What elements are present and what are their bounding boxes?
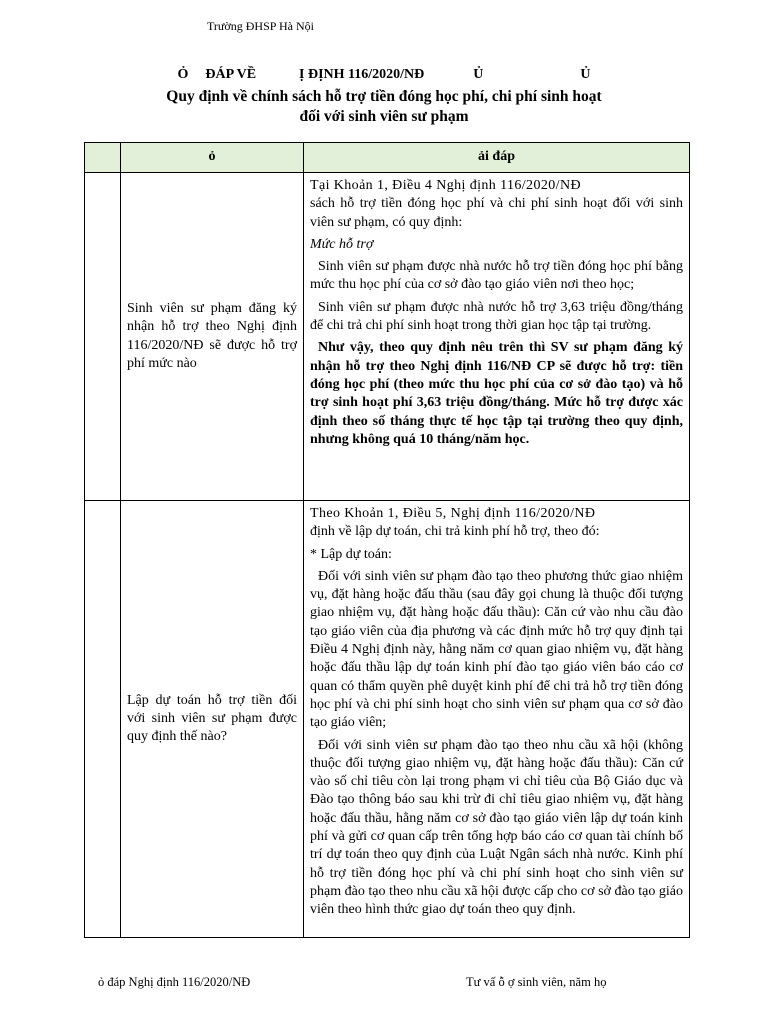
answer-conclusion: Như vậy, theo quy định nêu trên thì SV sư phạm đăng ký nhận hỗ trợ theo Nghị định 116/NĐ CP sẽ được hỗ trợ: tiền đóng học phí (theo mức thu học phí của cơ sở đào tạo) và hỗ trợ sinh hoạt phí 3,63 triệu đồng/tháng. Mức hỗ trợ được xác định theo số tháng thực tế học tập tại trường theo quy định, nhưng không quá 10 tháng/năm học. <box>310 340 683 447</box>
answer-cell <box>304 173 690 501</box>
title-fragment: Ỏ <box>177 67 189 82</box>
answer-cell <box>304 501 690 938</box>
answer-paragraph: Tại Khoản 1, Điều 4 Nghị định 116/2020/NĐ <box>310 178 581 193</box>
answer-paragraph: * Lập dự toán: <box>310 546 392 562</box>
document-title-line1 <box>0 67 768 83</box>
title-fragment: Ị ĐỊNH 116/2020/NĐ <box>299 67 425 82</box>
school-name: Trường ĐHSP Hà Nội <box>207 19 314 33</box>
question-text: Sinh viên sư phạm đăng ký nhận hỗ trợ theo Nghị định 116/2020/NĐ sẽ được hỗ trợ phí mức nào <box>127 300 297 371</box>
footer-right: Tư vấ ỗ ợ sinh viên, năm họ <box>466 975 607 989</box>
answer-paragraph: định về lập dự toán, chi trả kinh phí hỗ trợ, theo đó: <box>310 524 600 540</box>
row-number <box>85 501 121 938</box>
table-row <box>85 173 690 501</box>
subtitle-line2: đối với sinh viên sư phạm <box>299 108 469 125</box>
subtitle-line1: Quy định về chính sách hỗ trợ tiền đóng học phí, chi phí sinh hoạt <box>166 88 602 105</box>
row-number <box>85 173 121 501</box>
title-fragment: Ủ <box>473 67 484 82</box>
answer-paragraph: Sinh viên sư phạm được nhà nước hỗ trợ tiền đóng học phí bằng mức thu học phí của cơ sở đào tạo giáo viên nơi theo học; <box>310 259 683 293</box>
answer-paragraph: Mức hỗ trợ <box>310 236 374 252</box>
col-header-question: ỏ <box>121 143 304 173</box>
qa-table <box>84 142 690 938</box>
footer-left: ỏ đáp Nghị định 116/2020/NĐ <box>98 975 251 989</box>
document-subtitle <box>0 87 768 127</box>
table-row <box>85 501 690 938</box>
question-cell <box>121 501 304 938</box>
question-cell <box>121 173 304 501</box>
answer-paragraph: sách hỗ trợ tiền đóng học phí và chi phí sinh hoạt đối với sinh viên sư phạm, có quy định: <box>310 196 683 230</box>
col-header-answer: ải đáp <box>304 143 690 173</box>
col-header-number <box>85 143 121 173</box>
title-fragment: Ủ <box>580 67 591 82</box>
answer-paragraph: Sinh viên sư phạm được nhà nước hỗ trợ 3,63 triệu đồng/tháng để chi trả chi phí sinh hoạt trong thời gian học tập tại trường. <box>310 299 683 334</box>
title-fragment: ĐÁP VỀ <box>205 67 257 82</box>
answer-paragraph: Đối với sinh viên sư phạm đào tạo theo nhu cầu xã hội (không thuộc đối tượng giao nhiệm vụ, đặt hàng hoặc đấu thầu): Căn cứ vào số chỉ tiêu còn lại trong phạm vi chỉ tiêu của Bộ Giáo dục và Đào tạo thông báo sau khi trừ đi chỉ tiêu giao nhiệm vụ, đặt hàng hoặc đấu thầu, hằng năm cơ sở đào tạo giáo viên lập dự toán kinh phí và gửi cơ quan cấp trên tổng hợp báo cáo cơ quan tài chính bố trí dự toán theo quy định của Luật Ngân sách nhà nước. Kinh phí hỗ trợ tiền đóng học phí và chi phí sinh hoạt cho sinh viên sư phạm đào tạo theo nhu cầu xã hội được cấp cho cơ sở đào tạo giáo viên theo hình thức giao dự toán theo quy định. <box>310 737 683 918</box>
answer-paragraph: Theo Khoản 1, Điều 5, Nghị định 116/2020/NĐ <box>310 506 596 521</box>
answer-paragraph: Đối với sinh viên sư phạm đào tạo theo phương thức giao nhiệm vụ, đặt hàng hoặc đấu thầu (sau đây gọi chung là thuộc đối tượng giao nhiệm vụ, đặt hàng hoặc đấu thầu): Căn cứ vào nhu cầu đào tạo giáo viên của địa phương và các định mức hỗ trợ quy định tại Điều 4 Nghị định này, hằng năm cơ quan giao nhiệm vụ, đặt hàng hoặc đấu thầu lập dự toán kinh phí đào tạo giáo viên báo cáo cơ quan có thẩm quyền phê duyệt kinh phí để chi trả hỗ trợ tiền đóng học phí và chi phí sinh hoạt cho sinh viên sư phạm qua cơ sở đào tạo giáo viên; <box>310 568 683 731</box>
question-text: Lập dự toán hỗ trợ tiền đối với sinh viên sư phạm được quy định thế nào? <box>127 692 297 745</box>
table-header-row <box>85 143 690 173</box>
